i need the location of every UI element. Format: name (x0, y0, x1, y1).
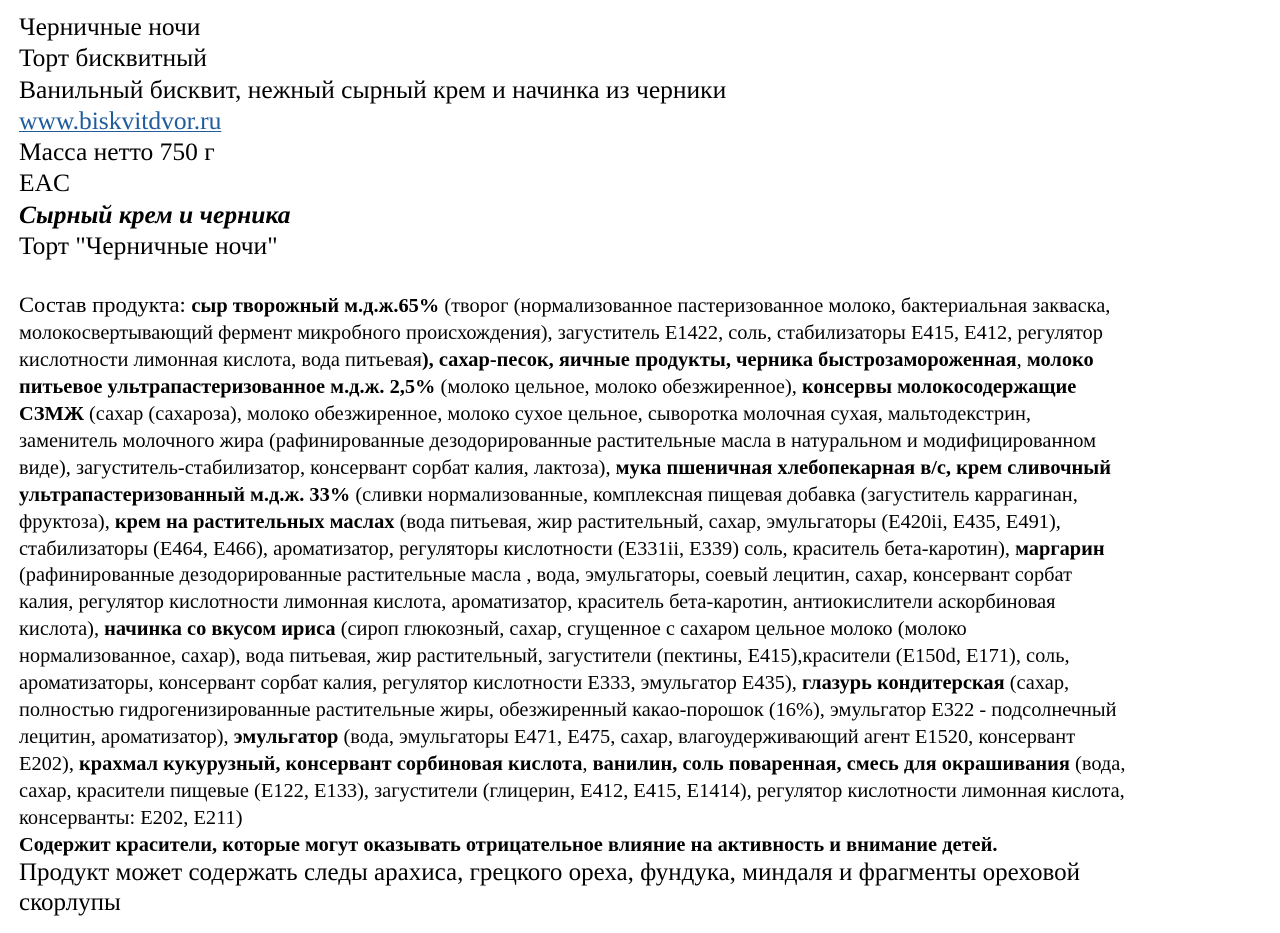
ingredient-emphasis: молоко (1026, 349, 1094, 372)
composition-line (19, 320, 1277, 347)
ingredient-text: заменитель молочного жира (рафинированные дезодорированные растительные масла в натуральном и модифицированном (19, 429, 1096, 452)
ingredient-emphasis: мука пшеничная хлебопекарная в/с, крем сливочный (615, 456, 1111, 479)
ingredient-emphasis: ультрапастеризованный м.д.ж. 33% (19, 483, 351, 506)
ingredient-emphasis: крахмал кукурузный, консервант сорбиновая кислота (79, 752, 583, 775)
full-product-name: Торт "Черничные ночи" (19, 231, 278, 261)
ingredient-text: полностью гидрогенизированные растительные жиры, обезжиренный какао-порошок (16%), эмульгатор Е322 - подсолнечный (19, 698, 1117, 721)
ingredient-emphasis: маргарин (1015, 537, 1105, 560)
ingredient-text: (вода питьевая, жир растительный, сахар, эмульгаторы (Е420ii, Е435, Е491), (394, 510, 1061, 533)
composition-line (19, 643, 1277, 670)
composition-line (19, 751, 1277, 778)
ingredient-text: (вода, (1069, 752, 1126, 775)
ingredient-emphasis: крем на растительных маслах (114, 510, 395, 533)
composition-line (19, 482, 1277, 509)
ingredient-text: консерванты: Е202, Е211) (19, 806, 243, 829)
ingredient-text: Е202), (19, 752, 80, 775)
ingredient-emphasis: начинка со вкусом ириса (104, 618, 336, 641)
ingredient-emphasis: консервы молокосодержащие (801, 376, 1077, 399)
ingredient-text: лецитин, ароматизатор), (19, 725, 234, 748)
ingredient-emphasis: питьевое ультрапастеризованное м.д.ж. 2,5% (19, 376, 436, 399)
section-spacer (19, 261, 1277, 292)
composition-line (19, 562, 1277, 589)
ingredient-text: сахар, красители пищевые (Е122, Е133), загустители (глицерин, Е412, Е415, Е1414), регулятор кислотности лимонная кислота, (19, 779, 1125, 802)
ingredient-text: (сливки нормализованные, комплексная пищевая добавка (загуститель каррагинан, (350, 483, 1078, 506)
ingredient-text: стабилизаторы (Е464, Е466), ароматизатор, регуляторы кислотности (Е331ii, Е339) соль, краситель бета-каротин), (19, 537, 1016, 560)
ingredient-text: (сахар (сахароза), молоко обезжиренное, молоко сухое цельное, сыворотка молочная сухая, мальтодекстрин, (83, 403, 1032, 425)
ingredient-text: , (1016, 349, 1027, 372)
website-link[interactable]: www.biskvitdvor.ru (19, 105, 222, 135)
ingredient-text: фруктоза), (19, 510, 115, 533)
flavor-tagline: Сырный крем и черника (19, 199, 291, 229)
traces-warning-line-1: Продукт может содержать следы арахиса, грецкого ореха, фундука, миндаля и фрагменты ореховой (19, 858, 1080, 886)
composition-line (19, 509, 1277, 536)
ingredient-emphasis: эмульгатор (233, 725, 339, 748)
composition-line (19, 778, 1277, 805)
ingredient-emphasis: СЗМЖ (19, 403, 84, 425)
ingredient-emphasis: сыр творожный м.д.ж.65% (191, 295, 440, 318)
ingredient-emphasis: ), сахар-песок, яичные продукты, черника быстрозамороженная (421, 349, 1017, 372)
ingredient-text: , (582, 752, 593, 775)
product-name: Черничные ночи (19, 12, 201, 41)
ingredient-text: Состав продукта: (19, 292, 192, 318)
composition-line (19, 428, 1277, 455)
website-line (19, 105, 1277, 136)
product-label (19, 11, 1277, 919)
ingredient-emphasis: глазурь кондитерская (801, 672, 1005, 695)
composition-paragraph (19, 292, 1277, 831)
ingredient-text: (рафинированные дезодорированные растительные масла , вода, эмульгаторы, соевый лецитин, сахар, консервант сорбат (19, 564, 1072, 587)
ingredient-text: молокосвертывающий фермент микробного происхождения), загуститель Е1422, соль, стабилизаторы Е415, Е412, регулятор (19, 322, 1103, 345)
composition-line (19, 697, 1277, 724)
net-weight: Масса нетто 750 г (19, 137, 215, 167)
ingredient-text: (сахар, (1004, 672, 1070, 695)
ingredient-text: нормализованное, сахар), вода питьевая, жир растительный, загустители (пектины, Е415),красители (Е150d, Е171), соль, (19, 645, 1070, 668)
composition-line (19, 670, 1277, 697)
composition-line (19, 724, 1277, 751)
composition-line (19, 374, 1277, 401)
ingredient-text: (сироп глюкозный, сахар, сгущенное с сахаром цельное молоко (молоко (335, 618, 967, 641)
composition-line (19, 455, 1277, 482)
ingredient-text: ароматизаторы, консервант сорбат калия, регулятор кислотности Е333, эмульгатор Е435), (19, 672, 802, 695)
composition-line (19, 616, 1277, 643)
ingredient-text: кислотности лимонная кислота, вода питьевая (19, 349, 422, 372)
product-description: Ванильный бисквит, нежный сырный крем и начинка из черники (19, 74, 727, 104)
ingredient-text: калия, регулятор кислотности лимонная кислота, ароматизатор, краситель бета-каротин, антиокислители аскорбиновая (19, 591, 1056, 614)
composition-line (19, 805, 1277, 832)
traces-warning-line-2: скорлупы (19, 889, 121, 916)
dyes-warning: Содержит красители, которые могут оказывать отрицательное влияние на активность и внимание детей. (19, 833, 998, 856)
ingredient-text: (творог (нормализованное пастеризованное молоко, бактериальная закваска, (439, 295, 1111, 318)
ingredient-emphasis: ванилин, соль поваренная, смесь для окрашивания (592, 752, 1070, 775)
certification-mark: EAC (19, 168, 70, 198)
ingredient-text: кислота), (19, 618, 105, 641)
ingredient-text: (молоко цельное, молоко обезжиренное), (435, 376, 802, 399)
product-type: Торт бисквитный (19, 43, 207, 73)
composition-line (19, 536, 1277, 563)
ingredient-text: виде), загуститель-стабилизатор, консервант сорбат калия, лактоза), (19, 456, 616, 479)
ingredient-text: (вода, эмульгаторы Е471, Е475, сахар, влагоудерживающий агент Е1520, консервант (338, 725, 1076, 748)
composition-line (19, 589, 1277, 616)
composition-line (19, 401, 1277, 428)
composition-line (19, 292, 1277, 320)
composition-line (19, 347, 1277, 374)
